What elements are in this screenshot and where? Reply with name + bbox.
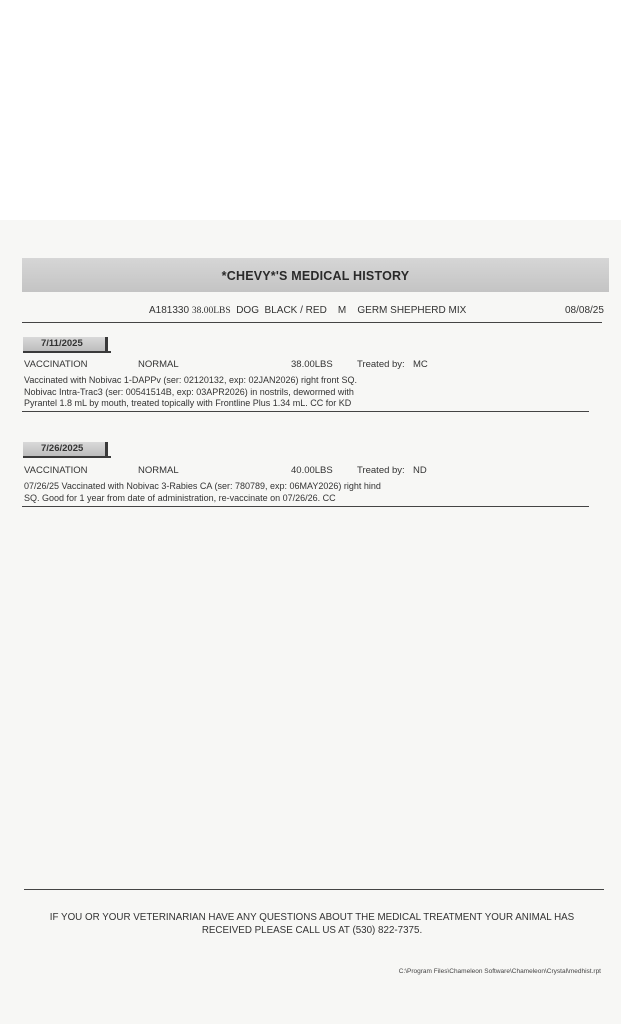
entry-weight: 38.00LBS xyxy=(291,359,333,370)
patient-info xyxy=(149,305,466,316)
treated-by-label: Treated by: xyxy=(357,465,405,476)
footer-line: IF YOU OR YOUR VETERINARIAN HAVE ANY QUESTIONS ABOUT THE MEDICAL TREATMENT YOUR ANIMAL HAS xyxy=(49,912,575,923)
note-line: SQ. Good for 1 year from date of administration, re-vaccinate on 07/26/26. CC xyxy=(24,492,336,503)
footer-contact-note xyxy=(22,912,602,937)
patient-weight: 38.00LBS xyxy=(191,306,231,316)
treated-by-initials: ND xyxy=(413,465,427,476)
blank-margin xyxy=(0,0,621,220)
treated-by-label: Treated by: xyxy=(357,359,405,370)
date-tab-underline xyxy=(23,351,111,353)
footer-divider xyxy=(24,889,604,890)
entry-weight: 40.00LBS xyxy=(291,465,333,476)
note-line: Vaccinated with Nobivac 1-DAPPv (ser: 02120132, exp: 02JAN2026) right front SQ. xyxy=(24,375,358,385)
date-tab-underline xyxy=(23,456,111,458)
note-line: Nobivac Intra-Trac3 (ser: 00541514B, exp: 03APR2026) in nostrils, dewormed with xyxy=(24,386,354,397)
header-divider xyxy=(22,322,602,323)
entry-notes xyxy=(24,375,357,410)
patient-species: DOG xyxy=(236,305,259,316)
entry-date-tab: 7/26/2025 xyxy=(23,442,108,456)
report-file-path: C:\Program Files\Chameleon Software\Chameleon\Crystal\medhist.rpt xyxy=(398,968,601,975)
note-line: 07/26/25 Vaccinated with Nobivac 3-Rabies CA (ser: 780789, exp: 06MAY2026) right hind xyxy=(24,481,381,491)
entry-notes xyxy=(24,481,381,504)
entry-type: VACCINATION xyxy=(24,465,88,476)
footer-line: RECEIVED PLEASE CALL US AT (530) 822-7375. xyxy=(201,924,423,936)
patient-breed: GERM SHEPHERD MIX xyxy=(357,305,467,316)
note-line: Pyrantel 1.8 mL by mouth, treated topically with Frontline Plus 1.34 mL. CC for KD xyxy=(24,398,352,408)
page-title: *CHEVY*'S MEDICAL HISTORY xyxy=(22,258,609,292)
entry-status: NORMAL xyxy=(138,465,179,476)
patient-sex: M xyxy=(337,305,347,316)
entry-date-tab: 7/11/2025 xyxy=(23,337,108,351)
entry-status: NORMAL xyxy=(138,359,179,370)
treated-by-initials: MC xyxy=(413,359,428,370)
entry-type: VACCINATION xyxy=(24,359,88,370)
patient-color: BLACK / RED xyxy=(264,305,327,316)
patient-id: A181330 xyxy=(149,305,190,316)
entry-divider xyxy=(22,411,589,412)
report-date: 08/08/25 xyxy=(565,305,604,316)
entry-divider xyxy=(22,506,589,507)
